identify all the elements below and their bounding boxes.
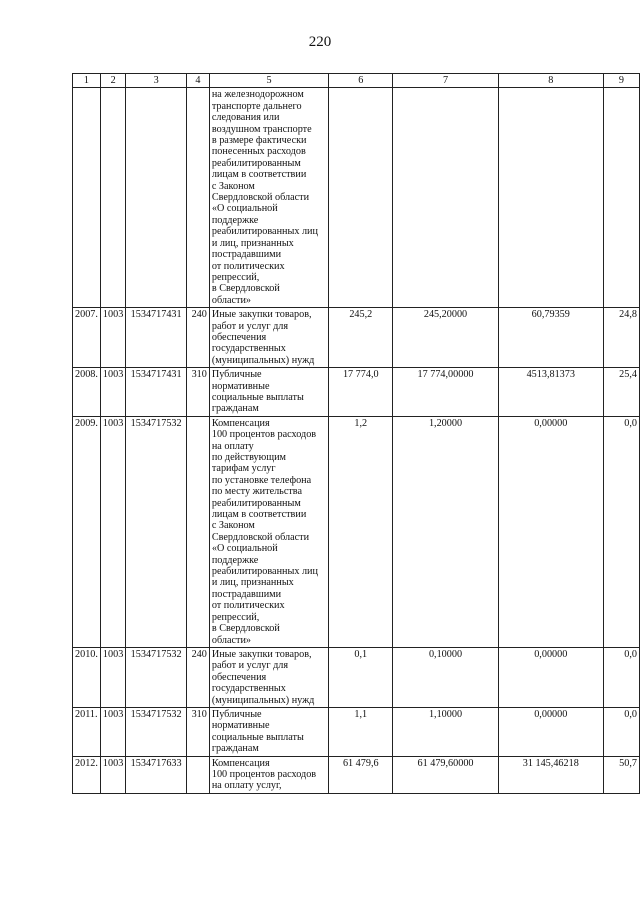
section-code-cell: 1003 xyxy=(100,756,125,793)
expense-type-cell xyxy=(187,416,210,647)
value-cell-6: 245,2 xyxy=(329,308,393,368)
description-line: Публичные xyxy=(211,369,262,381)
description-line: 100 процентов расходов xyxy=(211,429,317,441)
description-line: «О социальной xyxy=(211,203,278,215)
description-line: на оплату xyxy=(211,440,254,452)
value-cell-8: 4513,81373 xyxy=(498,368,603,417)
value-cell-6: 1,2 xyxy=(329,416,393,647)
section-code-cell: 1003 xyxy=(100,707,125,756)
section-code-cell: 1003 xyxy=(100,416,125,647)
table-body xyxy=(73,88,640,793)
description-line: реабилитированных лиц xyxy=(211,566,318,578)
description-line: репрессий, xyxy=(211,271,260,283)
row-number-cell: 2008. xyxy=(73,368,101,417)
description-line: Иные закупки товаров, xyxy=(211,648,312,660)
description-line: 100 процентов расходов xyxy=(211,768,317,780)
row-number-cell xyxy=(73,88,101,308)
description-line: социальные выплаты xyxy=(211,731,304,743)
value-cell-6 xyxy=(329,88,393,308)
table-row xyxy=(73,368,640,417)
description-line: реабилитированным xyxy=(211,157,301,169)
description-line: с Законом xyxy=(211,180,255,192)
description-line: тарифам услуг xyxy=(211,463,276,475)
value-cell-9: 24,8 xyxy=(603,308,639,368)
description-line: в Свердловской xyxy=(211,623,280,635)
header-cell: 3 xyxy=(126,74,187,88)
section-code-cell: 1003 xyxy=(100,308,125,368)
description-line: понесенных расходов xyxy=(211,146,306,158)
target-article-cell: 1534717532 xyxy=(126,647,187,707)
table-row xyxy=(73,707,640,756)
value-cell-7 xyxy=(393,88,499,308)
description-line: Иные закупки товаров, xyxy=(211,309,312,321)
header-cell: 1 xyxy=(73,74,101,88)
header-cell: 7 xyxy=(393,74,499,88)
target-article-cell: 1534717431 xyxy=(126,308,187,368)
header-cell: 2 xyxy=(100,74,125,88)
row-number-cell: 2012. xyxy=(73,756,101,793)
description-line: нормативные xyxy=(211,380,270,392)
description-line: пострадавшими xyxy=(211,249,282,261)
value-cell-6: 17 774,0 xyxy=(329,368,393,417)
expense-type-cell: 240 xyxy=(187,647,210,707)
description-line: социальные выплаты xyxy=(211,391,304,403)
description-cell xyxy=(209,416,329,647)
description-line: государственных xyxy=(211,343,286,355)
description-cell xyxy=(209,308,329,368)
description-line: пострадавшими xyxy=(211,588,282,600)
description-line: по установке телефона xyxy=(211,474,312,486)
description-cell xyxy=(209,368,329,417)
expense-type-cell: 310 xyxy=(187,368,210,417)
table-row xyxy=(73,308,640,368)
description-line: Компенсация xyxy=(211,417,270,429)
description-line: поддержке xyxy=(211,214,259,226)
value-cell-7: 245,20000 xyxy=(393,308,499,368)
row-number-cell: 2009. xyxy=(73,416,101,647)
value-cell-8 xyxy=(498,88,603,308)
description-line: транспорте дальнего xyxy=(211,100,302,112)
description-line: в Свердловской xyxy=(211,283,280,295)
description-line: Свердловской области xyxy=(211,531,310,543)
description-cell xyxy=(209,88,329,308)
table-row xyxy=(73,416,640,647)
description-line: Свердловской области xyxy=(211,192,310,204)
description-line: и лиц, признанных xyxy=(211,577,294,589)
description-cell xyxy=(209,756,329,793)
page-number: 220 xyxy=(308,34,332,50)
value-cell-6: 61 479,6 xyxy=(329,756,393,793)
description-line: гражданам xyxy=(211,743,259,755)
row-number-cell: 2007. xyxy=(73,308,101,368)
header-cell: 9 xyxy=(603,74,639,88)
value-cell-9: 25,4 xyxy=(603,368,639,417)
header-cell: 6 xyxy=(329,74,393,88)
value-cell-7: 1,20000 xyxy=(393,416,499,647)
description-line: от политических xyxy=(211,260,285,272)
expense-type-cell xyxy=(187,756,210,793)
value-cell-9: 0,0 xyxy=(603,707,639,756)
expense-type-cell: 310 xyxy=(187,707,210,756)
description-line: с Законом xyxy=(211,520,255,532)
description-line: области» xyxy=(211,634,251,646)
value-cell-8: 31 145,46218 xyxy=(498,756,603,793)
description-line: по действующим xyxy=(211,452,286,463)
header-row xyxy=(73,74,640,88)
description-line: Компенсация xyxy=(211,757,270,769)
description-line: и лиц, признанных xyxy=(211,237,294,249)
description-line: лицам в соответствии xyxy=(211,509,307,521)
value-cell-7: 17 774,00000 xyxy=(393,368,499,417)
description-line: (муниципальных) нужд xyxy=(211,694,315,706)
description-line: воздушном транспорте xyxy=(211,123,312,135)
description-line: работ и услуг для xyxy=(211,660,289,672)
description-line: обеспечения xyxy=(211,331,267,343)
description-line: государственных xyxy=(211,683,286,695)
description-line: на оплату услуг, xyxy=(211,780,282,792)
table-row xyxy=(73,756,640,793)
value-cell-7: 61 479,60000 xyxy=(393,756,499,793)
target-article-cell: 1534717633 xyxy=(126,756,187,793)
value-cell-8: 0,00000 xyxy=(498,416,603,647)
description-line: реабилитированным xyxy=(211,497,301,509)
budget-table xyxy=(72,73,640,794)
description-line: лицам в соответствии xyxy=(211,169,307,181)
description-line: в размере фактически xyxy=(211,135,307,147)
description-line: на железнодорожном xyxy=(211,89,304,101)
target-article-cell: 1534717532 xyxy=(126,416,187,647)
expense-type-cell xyxy=(187,88,210,308)
target-article-cell xyxy=(126,88,187,308)
description-line: нормативные xyxy=(211,720,270,732)
value-cell-8: 0,00000 xyxy=(498,647,603,707)
description-line: «О социальной xyxy=(211,543,278,555)
description-line: от политических xyxy=(211,600,285,612)
value-cell-9: 0,0 xyxy=(603,416,639,647)
value-cell-8: 60,79359 xyxy=(498,308,603,368)
description-line: следования или xyxy=(211,112,280,124)
description-cell xyxy=(209,647,329,707)
description-line: репрессий, xyxy=(211,611,260,623)
description-line: по месту жительства xyxy=(211,486,303,498)
description-line: обеспечения xyxy=(211,671,267,683)
section-code-cell xyxy=(100,88,125,308)
value-cell-6: 0,1 xyxy=(329,647,393,707)
expense-type-cell: 240 xyxy=(187,308,210,368)
value-cell-6: 1,1 xyxy=(329,707,393,756)
section-code-cell: 1003 xyxy=(100,368,125,417)
value-cell-7: 1,10000 xyxy=(393,707,499,756)
description-line: гражданам xyxy=(211,403,259,415)
section-code-cell: 1003 xyxy=(100,647,125,707)
row-number-cell: 2010. xyxy=(73,647,101,707)
description-line: Публичные xyxy=(211,708,262,720)
header-cell: 8 xyxy=(498,74,603,88)
value-cell-8: 0,00000 xyxy=(498,707,603,756)
value-cell-7: 0,10000 xyxy=(393,647,499,707)
description-line: области» xyxy=(211,294,251,306)
target-article-cell: 1534717431 xyxy=(126,368,187,417)
value-cell-9: 50,7 xyxy=(603,756,639,793)
description-line: (муниципальных) нужд xyxy=(211,354,315,366)
header-cell: 5 xyxy=(209,74,329,88)
header-cell: 4 xyxy=(187,74,210,88)
table-row xyxy=(73,647,640,707)
row-number-cell: 2011. xyxy=(73,707,101,756)
value-cell-9: 0,0 xyxy=(603,647,639,707)
table-row xyxy=(73,88,640,308)
description-line: реабилитированных лиц xyxy=(211,226,318,238)
value-cell-9 xyxy=(603,88,639,308)
description-line: поддержке xyxy=(211,554,259,566)
description-cell xyxy=(209,707,329,756)
target-article-cell: 1534717532 xyxy=(126,707,187,756)
description-line: работ и услуг для xyxy=(211,320,289,332)
